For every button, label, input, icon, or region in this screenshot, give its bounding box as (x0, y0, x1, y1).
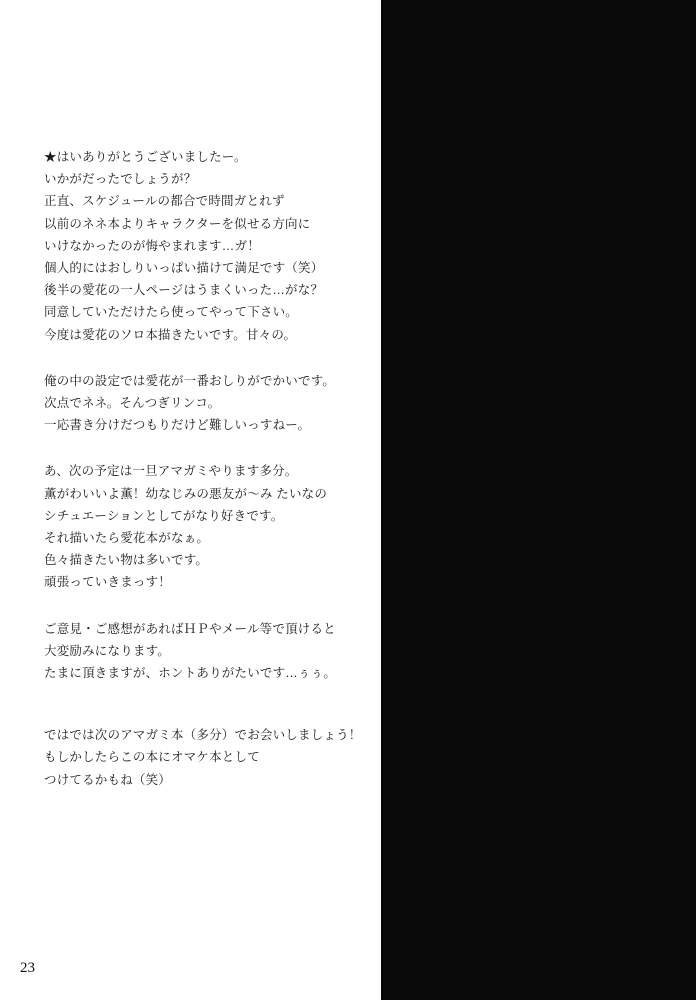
text-line: あ、次の予定は一旦アマガミやります多分。 (44, 464, 298, 479)
text-line: ★はいありがとうございましたー。 (44, 150, 247, 164)
text-line: ご意見・ご感想があればＨＰやメール等で頂けると (44, 621, 336, 636)
text-line: 次点でネネ。そんつぎリンコ。 (44, 396, 221, 411)
text-line: 一応書き分けだつもりだけど難しいっすねー。 (44, 418, 311, 433)
text-line: 色々描きたい物は多いです。 (44, 553, 209, 568)
text-line: シチュエーションとしてがなり好きです。 (44, 508, 284, 523)
text-line: 薫がわいいよ薫！幼なじみの悪友が～み たいなの (44, 486, 328, 501)
afterword-paragraph-1 (44, 146, 364, 346)
afterword-paragraph-3 (44, 460, 364, 593)
afterword-text-column (44, 146, 364, 791)
text-line: いかがだったでしょうが？ (44, 172, 197, 187)
afterword-paragraph-5 (44, 724, 364, 791)
text-line: 大変励みになります。 (44, 643, 171, 658)
text-line: 俺の中の設定では愛花が一番おしりがでかいです。 (44, 373, 336, 388)
dark-page-panel (381, 0, 696, 1000)
text-line: 以前のネネ本よりキャラクターを似せる方向に (44, 216, 311, 231)
afterword-paragraph-2 (44, 370, 364, 437)
text-line: たまに頂きますが、ホントありがたいです…ぅぅ。 (44, 666, 337, 681)
text-line: 個人的にはおしりいっぱい描けて満足です（笑） (44, 261, 324, 276)
text-line: つけてるかもね（笑） (44, 772, 172, 787)
text-line: 後半の愛花の一人ページはうまくいった…がな？ (44, 283, 324, 298)
text-line: 正直、スケジュールの都合で時間ガとれず (44, 194, 285, 209)
text-line: もしかしたらこの本にオマケ本として (44, 750, 260, 765)
text-line: 頑張っていきまっす！ (44, 575, 172, 590)
text-line: 同意していただけたら使ってやって下さい。 (44, 305, 299, 320)
page-number: 23 (20, 960, 35, 976)
text-line: それ描いたら愛花本がなぁ。 (44, 531, 210, 546)
text-line: ではでは次のアマガミ本（多分）でお会いしましょう！ (44, 728, 362, 743)
text-line: いけなかったのが悔やまれます…ガ！ (44, 238, 260, 253)
text-line: 今度は愛花のソロ本描きたいです。甘々の。 (44, 327, 297, 342)
afterword-paragraph-4 (44, 618, 364, 685)
